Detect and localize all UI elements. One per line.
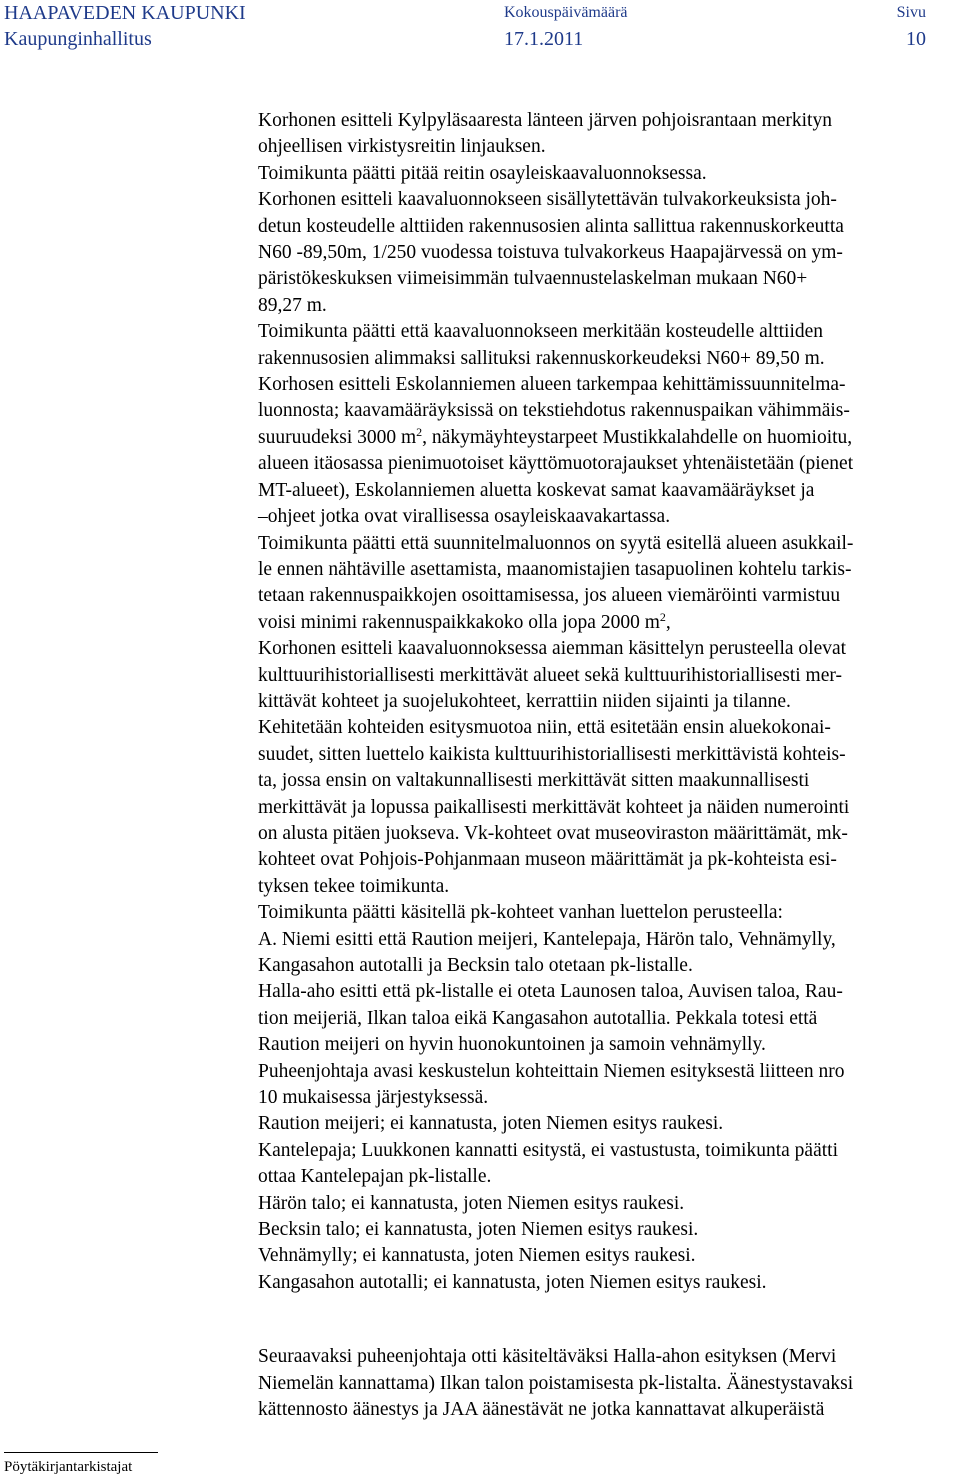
text-line: Kantelepaja; Luukkonen kannatti esitystä, ei vastustusta, toimikunta päätti — [258, 1139, 838, 1161]
org-name: HAAPAVEDEN KAUPUNKI — [4, 2, 246, 24]
text-line-with-superscript — [258, 610, 948, 636]
text-line: Korhonen esitteli Kylpyläsaaresta länteen järven pohjoisrantaan merkityn — [258, 110, 832, 131]
page-number: 10 — [906, 28, 926, 50]
text-line: le ennen nähtäville asettamista, maanomistajien tasapuolinen kohtelu tarkis- — [258, 558, 852, 580]
text-segment: voisi minimi rakennuspaikkakoko olla jopa 2000 m — [258, 611, 660, 633]
text-line: Härön talo; ei kannatusta, joten Niemen esitys raukesi. — [258, 1192, 685, 1214]
text-line: merkittävät ja lopussa paikallisesti merkittävät kohteet ja näiden numerointi — [258, 796, 850, 818]
text-line: Korhosen esitteli Eskolanniemen alueen tarkempaa kehittämissuunnitelma- — [258, 374, 846, 396]
text-line: ottaa Kantelepajan pk-listalle. — [258, 1166, 492, 1188]
text-line: Kehitetään kohteiden esitysmuotoa niin, että esitetään ensin aluekokonai- — [258, 717, 831, 739]
header-page — [897, 0, 926, 52]
text-line: Toimikunta päätti että kaavaluonnokseen merkitään kosteudelle alttiiden — [258, 321, 824, 343]
minutes-body — [258, 108, 948, 1424]
text-line: Toimikunta päätti käsitellä pk-kohteet vanhan luettelon perusteella: — [258, 902, 783, 924]
signature-line — [4, 1452, 158, 1453]
text-line: N60 -89,50m, 1/250 vuodessa toistuva tulvakorkeus Haapajärvessä on ym- — [258, 242, 843, 264]
text-line: Korhonen esitteli kaavaluonnoksessa aiemman käsittelyn perusteella olevat — [258, 638, 847, 660]
header-left — [4, 0, 246, 52]
text-line: kättennosto äänestys ja JAA äänestävät ne jotka kannattavat alkuperäistä — [258, 1399, 825, 1421]
text-line: Toimikunta päätti pitää reitin osayleiskaavaluonnoksessa. — [258, 162, 707, 184]
text-line: päristökeskuksen viimeisimmän tulvaennustelaskelman mukaan N60+ — [258, 268, 808, 290]
text-line: luonnosta; kaavamääräyksissä on tekstiehdotus rakennuspaikan vähimmäis- — [258, 400, 850, 422]
text-line: tion meijeriä, Ilkan taloa eikä Kangasahon autotallia. Pekkala totesi että — [258, 1007, 818, 1029]
text-line: kittävät kohteet ja suojelukohteet, kerrattiin niiden sijainti ja tilanne. — [258, 690, 791, 712]
text-line: detun kosteudelle alttiiden rakennusosien alinta sallittua rakennuskorkeutta — [258, 215, 844, 237]
text-segment: suuruudeksi 3000 m — [258, 426, 417, 448]
footer-label: Pöytäkirjantarkistajat — [4, 1459, 133, 1475]
text-line: rakennusosien alimmaksi sallituksi rakennuskorkeudeksi N60+ 89,50 m. — [258, 347, 825, 369]
text-line: tetaan rakennuspaikkojen osoittamisessa, jos alueen viemäröinti varmistuu — [258, 585, 841, 607]
text-line: on alusta pitäen juokseva. Vk-kohteet ovat museoviraston määrittämät, mk- — [258, 822, 848, 844]
superscript: 2 — [416, 424, 423, 439]
text-line-with-superscript — [258, 425, 948, 451]
text-line: Vehnämylly; ei kannatusta, joten Niemen esitys raukesi. — [258, 1245, 696, 1267]
text-segment: , — [665, 611, 671, 633]
text-line: alueen itäosassa pienimuotoiset käyttömuotorajaukset yhtenäistetään (pienet — [258, 453, 854, 475]
text-line: Becksin talo; ei kannatusta, joten Niemen esitys raukesi. — [258, 1219, 699, 1241]
text-segment: , näkymäyhteystarpeet Mustikkalahdelle on huomioitu, — [422, 426, 853, 448]
text-line: –ohjeet jotka ovat virallisessa osayleiskaavakartassa. — [258, 506, 671, 528]
body-name: Kaupunginhallitus — [4, 28, 152, 50]
text-line: suudet, sitten luettelo kaikista kulttuurihistoriallisesti merkittävistä kohteis- — [258, 743, 846, 765]
text-line: MT-alueet), Eskolanniemen aluetta koskevat samat kaavamääräykset ja — [258, 479, 815, 501]
text-line: kohteet ovat Pohjois-Pohjanmaan museon määrittämät ja pk-kohteista esi- — [258, 849, 837, 871]
superscript: 2 — [659, 609, 666, 624]
text-line: Korhonen esitteli kaavaluonnokseen sisällytettävän tulvakorkeuksista joh- — [258, 189, 837, 211]
text-line: ta, jossa ensin on valtakunnallisesti merkittävät sitten maakunnallisesti — [258, 770, 810, 792]
text-line: Halla-aho esitti että pk-listalle ei oteta Launosen taloa, Auvisen taloa, Rau- — [258, 981, 843, 1003]
header-date — [504, 0, 628, 52]
text-line: A. Niemi esitti että Raution meijeri, Kantelepaja, Härön talo, Vehnämylly, — [258, 928, 836, 950]
text-line: Toimikunta päätti että suunnitelmaluonnos on syytä esitellä alueen asukkail- — [258, 532, 854, 554]
text-line: Kangasahon autotalli ja Becksin talo otetaan pk-listalle. — [258, 955, 693, 976]
text-line: 10 mukaisessa järjestyksessä. — [258, 1087, 489, 1109]
text-line: Kangasahon autotalli; ei kannatusta, joten Niemen esitys raukesi. — [258, 1271, 767, 1293]
text-line: Puheenjohtaja avasi keskustelun kohteittain Niemen esityksestä liitteen nro — [258, 1060, 845, 1082]
text-line: Raution meijeri on hyvin huonokuntoinen ja samoin vehnämylly. — [258, 1034, 766, 1056]
text-line: tyksen tekee toimikunta. — [258, 875, 450, 897]
text-line: kulttuurihistoriallisesti merkittävät alueet sekä kulttuurihistoriallisesti mer- — [258, 664, 842, 686]
date-label: Kokouspäivämäärä — [504, 4, 628, 21]
paragraph-gap — [258, 1296, 948, 1344]
page-label: Sivu — [896, 4, 926, 21]
text-line: Seuraavaksi puheenjohtaja otti käsiteltäväksi Halla-ahon esityksen (Mervi — [258, 1346, 837, 1368]
text-line: Niemelän kannattama) Ilkan talon poistamisesta pk-listalta. Äänestystavaksi — [258, 1372, 854, 1394]
meeting-date: 17.1.2011 — [504, 28, 584, 50]
text-line: Raution meijeri; ei kannatusta, joten Niemen esitys raukesi. — [258, 1113, 724, 1135]
text-line: 89,27 m. — [258, 294, 327, 316]
text-line: ohjeellisen virkistysreitin linjauksen. — [258, 136, 546, 158]
